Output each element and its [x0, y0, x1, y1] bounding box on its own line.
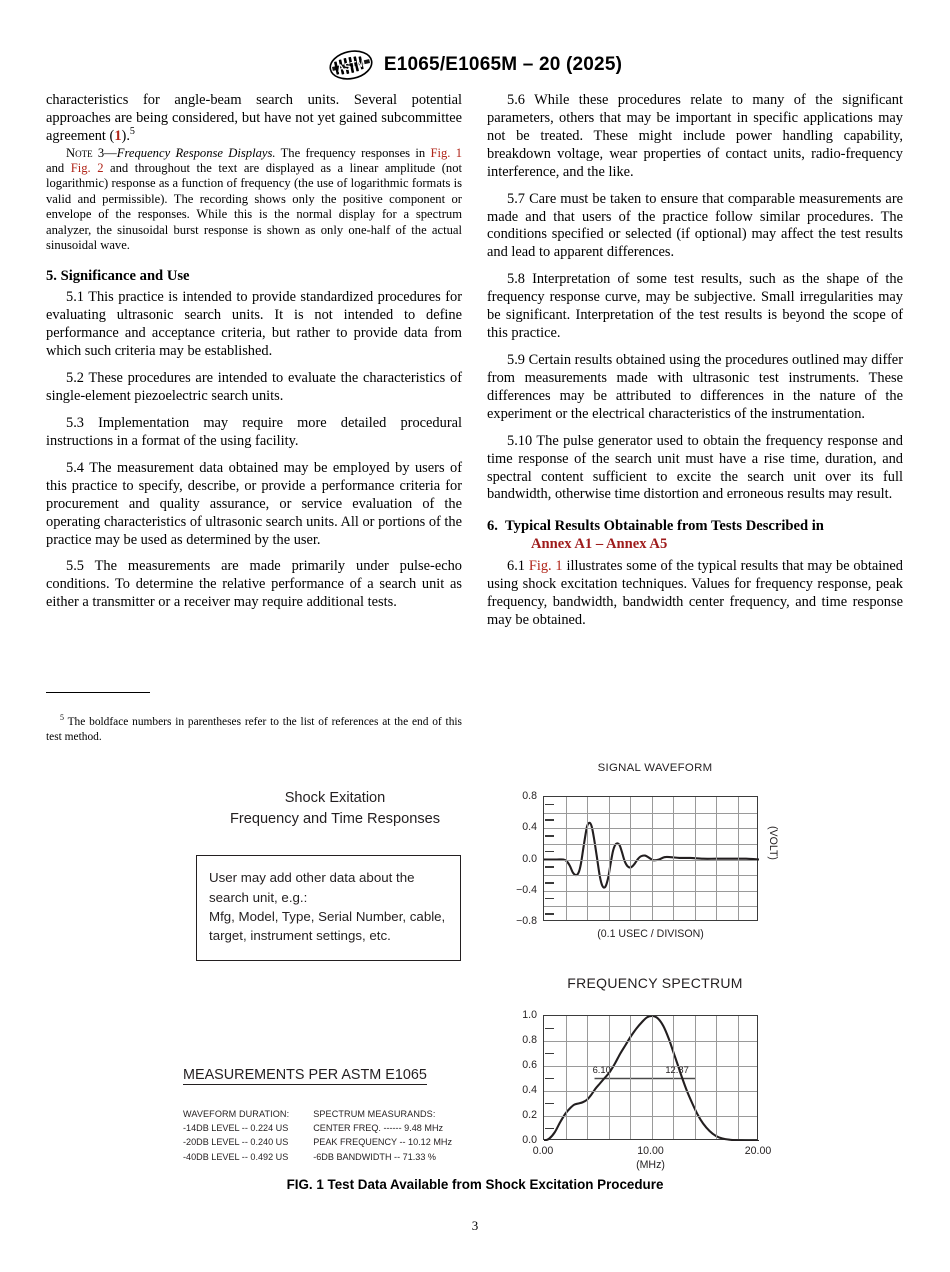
y-axis-tick-label: 1.0 — [522, 1009, 537, 1021]
y-axis-tick-label: 0.4 — [522, 821, 537, 834]
user-data-line-3: Mfg, Model, Type, Serial Number, cable, — [209, 908, 446, 924]
grid-line-vertical — [695, 1016, 696, 1139]
footnote-divider — [46, 692, 150, 693]
y-axis-minor-tick — [545, 1128, 554, 1130]
note-3 — [46, 146, 462, 254]
grid-line-vertical — [738, 1016, 739, 1139]
note-text-1: The frequency responses in — [275, 145, 431, 160]
waveform-duration-row-2: -20DB LEVEL -- 0.240 US — [183, 1137, 289, 1148]
grid-line-vertical — [652, 1016, 653, 1139]
grid-line-horizontal — [544, 891, 757, 892]
user-data-line-2: search unit, e.g.: — [209, 889, 308, 905]
reference-link-1[interactable]: 1 — [114, 127, 122, 144]
grid-line-vertical — [716, 797, 717, 920]
footnote-number: 5 — [60, 713, 64, 723]
grid-line-horizontal — [544, 1066, 757, 1067]
grid-line-horizontal — [544, 1041, 757, 1042]
grid-line-horizontal — [544, 813, 757, 814]
figure-right-panel — [505, 756, 805, 1186]
waveform-duration-column — [183, 1107, 289, 1164]
grid-line-horizontal — [544, 828, 757, 829]
right-text-column — [487, 92, 903, 630]
grid-line-horizontal — [544, 875, 757, 876]
y-axis-tick-label: −0.8 — [516, 915, 537, 927]
waveform-duration-row-3: -40DB LEVEL -- 0.492 US — [183, 1151, 289, 1162]
grid-line-vertical — [566, 1016, 567, 1139]
frequency-spectrum-plot-area — [543, 1015, 758, 1140]
bandwidth-label-low: 6.10 — [592, 1063, 611, 1075]
footnote-5 — [46, 715, 462, 745]
y-axis-minor-tick — [545, 913, 554, 915]
waveform-duration-row-1: -14DB LEVEL -- 0.224 US — [183, 1122, 289, 1133]
grid-line-vertical — [587, 797, 588, 920]
section-6-heading — [487, 518, 903, 554]
x-axis-tick-label: 20.00 — [744, 1145, 772, 1157]
figure-heading-line2: Frequency and Time Responses — [229, 810, 441, 827]
bandwidth-label-high: 12.87 — [665, 1063, 689, 1075]
continued-text-part1: characteristics for angle-beam search units. Several potential approaches are being considered, but have not yet gained subcommittee agreement ( — [46, 92, 462, 144]
continued-text-part2: ). — [121, 127, 130, 144]
note-text-2: and — [46, 161, 71, 176]
paragraph-5-5: 5.5 The measurements are made primarily under pulse-echo conditions. To determine the relative performance of a search unit as either a transmitter or a receiver may require additional tests. — [46, 558, 462, 611]
grid-line-vertical — [609, 1016, 610, 1139]
y-axis-tick-label: 0.6 — [522, 1059, 537, 1071]
figure-left-panel — [175, 756, 495, 1164]
paragraph-6-1-number: 6.1 — [507, 557, 529, 574]
paragraph-5-2: 5.2 These procedures are intended to evaluate the characteristics of single-element piezoelectric search units. — [46, 370, 462, 405]
measurements-table — [183, 1107, 495, 1164]
paragraph-5-8: 5.8 Interpretation of some test results, such as the shape of the frequency response curve, may be subjective. Small irregularities may be significant. Interpretation of the test results is beyond the scope of this practice. — [487, 271, 903, 342]
grid-line-horizontal — [544, 860, 757, 861]
grid-line-vertical — [566, 797, 567, 920]
spectrum-measurands-row-3: -6DB BANDWIDTH -- 71.33 % — [313, 1151, 437, 1162]
footnote-marker-inline: 5 — [129, 126, 135, 138]
grid-line-vertical — [673, 1016, 674, 1139]
y-axis-tick-label: 0.8 — [522, 790, 537, 802]
y-axis-minor-tick — [545, 851, 554, 853]
paragraph-5-7: 5.7 Care must be taken to ensure that comparable measurements are made and that users of the practice follow similar procedures. The conditions specified or selected (if optional) may affect the test results and lead to apparent differences. — [487, 190, 903, 261]
grid-line-horizontal — [544, 844, 757, 845]
signal-waveform-x-caption: (0.1 USEC / DIVISON) — [597, 928, 704, 940]
spectrum-measurands-row-1: CENTER FREQ. ------ 9.48 MHz — [313, 1122, 444, 1133]
y-axis-minor-tick — [545, 866, 554, 868]
paragraph-5-10: 5.10 The pulse generator used to obtain the frequency response and time response of the search unit must have a rise time, duration, and spectral content sufficient to excite the search unit over its full bandwidth, otherwise time distortion and erroneous results may result. — [487, 432, 903, 503]
y-axis-tick-label: 0.0 — [522, 1134, 537, 1146]
note-label: Note 3— — [66, 145, 117, 160]
y-axis-minor-tick — [545, 1028, 554, 1030]
standard-designation: E1065/E1065M – 20 (2025) — [383, 54, 623, 75]
figure-heading-line1: Shock Exitation — [284, 790, 386, 806]
y-axis-minor-tick — [545, 1053, 554, 1055]
grid-line-horizontal — [544, 906, 757, 907]
paragraph-5-6: 5.6 While these procedures relate to many of the significant parameters, others that may be important in specific applications may not be treated. These might include power handling capability, breakdown voltage, wear properties of contact units, radio-frequency interference, and the like. — [487, 92, 903, 180]
user-data-line-1: User may add other data about the — [209, 870, 415, 886]
x-axis-tick-label: 10.00 — [637, 1145, 664, 1157]
svg-text:ASTM: ASTM — [336, 58, 367, 75]
waveform-duration-heading: WAVEFORM DURATION: — [183, 1108, 290, 1119]
page-header — [0, 50, 950, 80]
measurements-heading-wrap — [175, 961, 495, 1085]
y-axis-tick-label: 0.2 — [522, 1109, 537, 1121]
user-data-line-4: target, instrument settings, etc. — [209, 928, 391, 944]
note-title: Frequency Response Displays. — [116, 145, 276, 160]
figure-heading — [175, 756, 495, 829]
fig1-link-note[interactable]: Fig. 1 — [430, 145, 462, 160]
frequency-spectrum-x-caption: (MHz) — [636, 1159, 665, 1171]
annex-range-link[interactable]: Annex A1 – Annex A5 — [531, 536, 668, 553]
y-axis-tick-label: 0.4 — [522, 1084, 537, 1096]
grid-line-vertical — [695, 797, 696, 920]
paragraph-5-1: 5.1 This practice is intended to provide standardized procedures for evaluating ultrasonic search units. It is not intended to define performance and acceptance criteria, but rather to provide data from which such criteria may be established. — [46, 289, 462, 360]
y-axis-minor-tick — [545, 1103, 554, 1105]
grid-line-vertical — [630, 1016, 631, 1139]
paragraph-6-1-text: illustrates some of the typical results that may be obtained using shock excitation techniques. Values for frequency response, peak frequency, bandwidth, bandwidth center frequency, and time response may be obtained. — [487, 557, 903, 628]
fig2-link-note[interactable]: Fig. 2 — [70, 161, 104, 176]
y-axis-minor-tick — [545, 804, 554, 806]
y-axis-tick-label: 0.8 — [522, 1034, 537, 1046]
grid-line-vertical — [630, 797, 631, 920]
signal-waveform-title: SIGNAL WAVEFORM — [597, 762, 713, 774]
section-6-number: 6. — [487, 518, 498, 535]
y-axis-minor-tick — [545, 835, 554, 837]
x-axis-tick-label: 0.00 — [532, 1145, 554, 1157]
paragraph-5-9: 5.9 Certain results obtained using the procedures outlined may differ from measurements made with ultrasonic test instruments. These differences may be attributed to differences in the nature of the experiment or the electrical characteristics of the instrumentation. — [487, 351, 903, 422]
signal-waveform-plot-area — [543, 796, 758, 921]
frequency-spectrum-title: FREQUENCY SPECTRUM — [567, 975, 743, 991]
astm-logo-icon — [328, 50, 374, 80]
measurements-heading: MEASUREMENTS PER ASTM E1065 — [183, 1066, 427, 1083]
left-text-column — [46, 92, 462, 612]
paragraph-6-1 — [487, 558, 903, 630]
grid-line-vertical — [652, 797, 653, 920]
y-axis-tick-label: 0.0 — [522, 852, 537, 865]
section-6-title: Typical Results Obtainable from Tests Described in — [505, 518, 824, 535]
continued-paragraph — [46, 92, 462, 146]
grid-line-vertical — [738, 797, 739, 920]
grid-line-vertical — [673, 797, 674, 920]
spectrum-measurands-row-2: PEAK FREQUENCY -- 10.12 MHz — [313, 1137, 453, 1148]
figure-caption: FIG. 1 Test Data Available from Shock Excitation Procedure — [286, 1177, 664, 1192]
y-axis-minor-tick — [545, 819, 554, 821]
footnote-text: The boldface numbers in parentheses refer to the list of references at the end of this test method. — [46, 716, 462, 744]
grid-line-vertical — [609, 797, 610, 920]
fig1-link-6-1[interactable]: Fig. 1 — [528, 557, 563, 574]
y-axis-minor-tick — [545, 898, 554, 900]
y-axis-tick-label: −0.4 — [516, 883, 537, 896]
y-axis-minor-tick — [545, 1078, 554, 1080]
signal-waveform-chart — [505, 756, 805, 971]
grid-line-horizontal — [544, 1091, 757, 1092]
user-data-box — [196, 855, 461, 960]
page-number: 3 — [471, 1218, 479, 1233]
grid-line-horizontal — [544, 1116, 757, 1117]
section-5-heading: 5. Significance and Use — [46, 268, 190, 285]
frequency-spectrum-chart — [505, 971, 805, 1186]
note-text-3: and throughout the text are displayed as a linear amplitude (not logarithmic) response as a function of frequency (the use of logarithmic formats is valid and permissible). The recording shows only the positive component or envelope of the responses. While this is the normal display for a spectrum analyzer, the sinusoidal burst response is shown as only one-half of the actual sinusoidal wave. — [46, 161, 462, 252]
paragraph-5-4: 5.4 The measurement data obtained may be employed by users of this practice to specify, describe, or provide a performance criteria for procurement and quality assurance, or service evaluation of the operating characteristics of ultrasonic search units. All or portions of the practice may be used as determined by the user. — [46, 459, 463, 548]
grid-line-vertical — [587, 1016, 588, 1139]
spectrum-measurands-heading: SPECTRUM MEASURANDS: — [313, 1108, 436, 1119]
spectrum-measurands-column — [313, 1107, 452, 1164]
grid-line-vertical — [716, 1016, 717, 1139]
y-axis-minor-tick — [545, 882, 554, 884]
figure-1 — [0, 756, 950, 1216]
paragraph-5-3: 5.3 Implementation may require more detailed procedural instructions in a format of the using facility. — [46, 414, 462, 449]
signal-waveform-y-caption: (VOLT) — [767, 826, 779, 860]
